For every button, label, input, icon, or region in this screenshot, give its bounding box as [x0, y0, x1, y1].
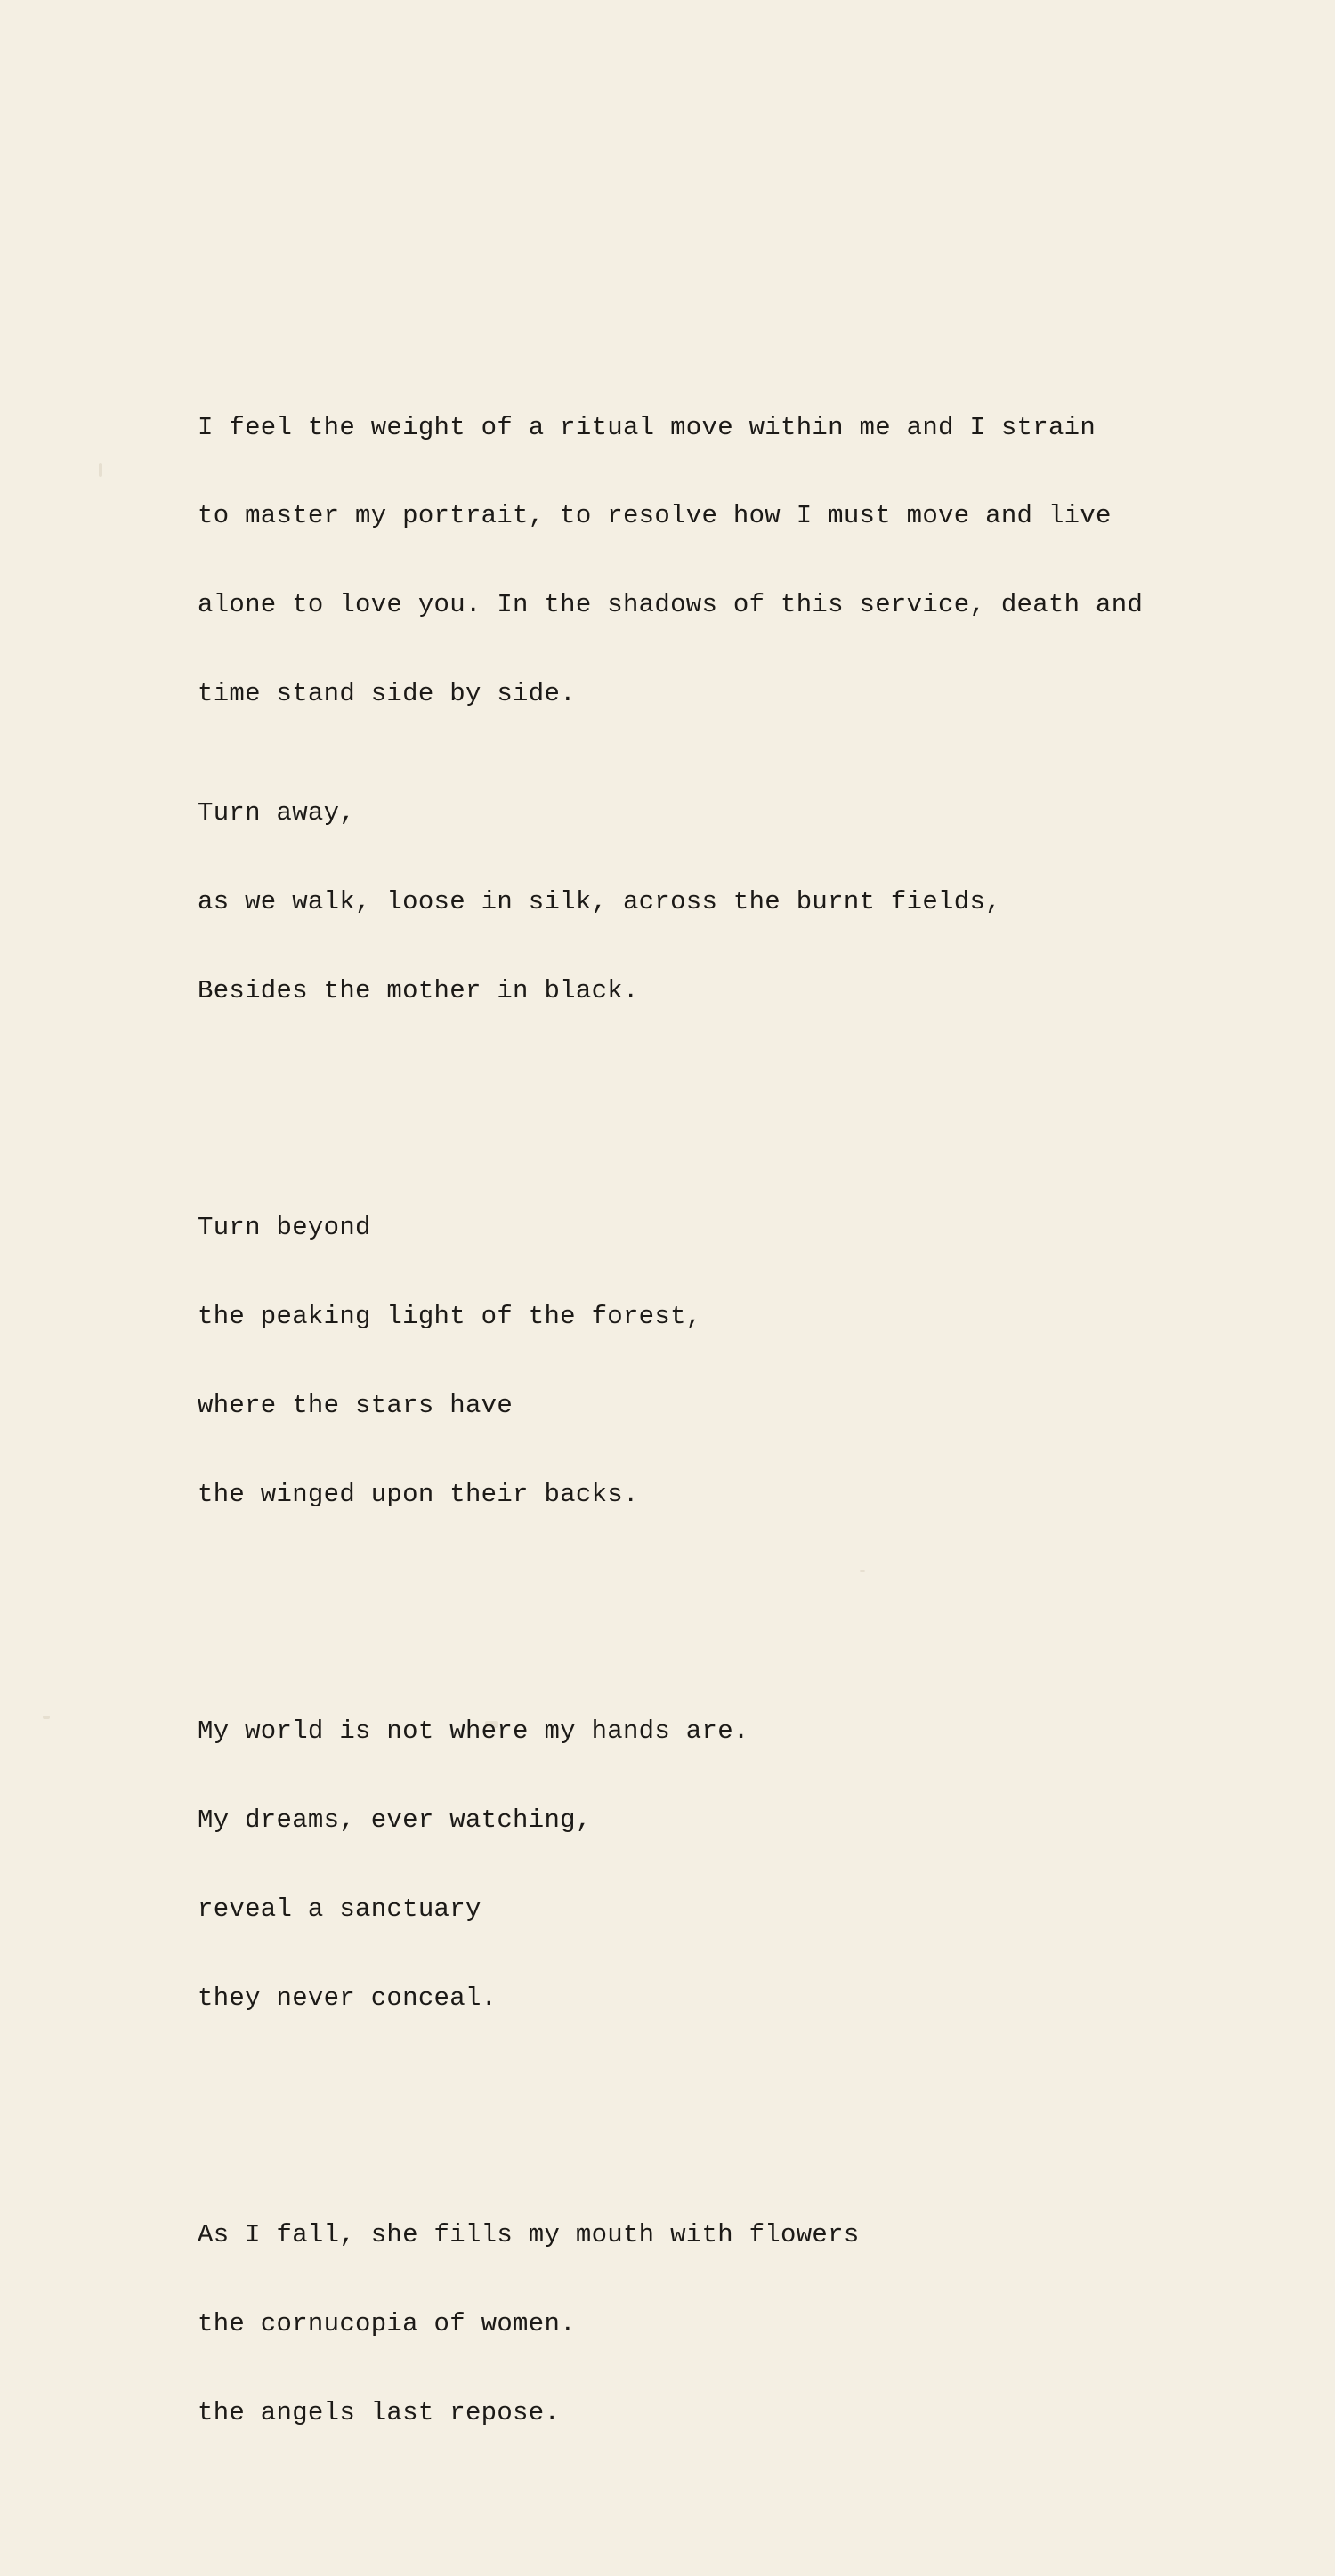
paper-speck: [99, 463, 102, 477]
poem-line: where the stars have: [198, 1391, 514, 1421]
poem: [198, 680, 1001, 2576]
poem-line: the cornucopia of women.: [198, 2309, 576, 2339]
poem-line: the winged upon their backs.: [198, 1480, 639, 1510]
intro-line: I feel the weight of a ritual move within me and I strain: [198, 412, 1096, 442]
poem-line: My dreams, ever watching,: [198, 1805, 592, 1836]
intro-line: to master my portrait, to resolve how I must move and live: [198, 501, 1112, 531]
poem-line: the angels last repose.: [198, 2398, 561, 2428]
poem-stanza-1: [198, 739, 1001, 1065]
poem-line: Turn away,: [198, 798, 356, 828]
poem-line: As I fall, she fills my mouth with flowers: [198, 2220, 860, 2250]
poem-stanza-2: [198, 1154, 1001, 1569]
poem-line: reveal a sanctuary: [198, 1894, 481, 1925]
poem-stanza-4: [198, 2161, 1001, 2487]
poem-line: the peaking light of the forest,: [198, 1302, 702, 1332]
intro-line: time stand side by side.: [198, 679, 576, 709]
intro-line: alone to love you. In the shadows of this service, death and: [198, 590, 1144, 620]
paper-speck: [43, 1716, 50, 1719]
poem-stanza-3: [198, 1658, 1001, 2072]
poem-line: My world is not where my hands are.: [198, 1716, 749, 1747]
poem-line: Turn beyond: [198, 1213, 371, 1243]
poem-line: they never conceal.: [198, 1983, 498, 2014]
poem-line: Besides the mother in black.: [198, 975, 639, 1005]
poem-line: as we walk, loose in silk, across the burnt fields,: [198, 887, 1001, 917]
